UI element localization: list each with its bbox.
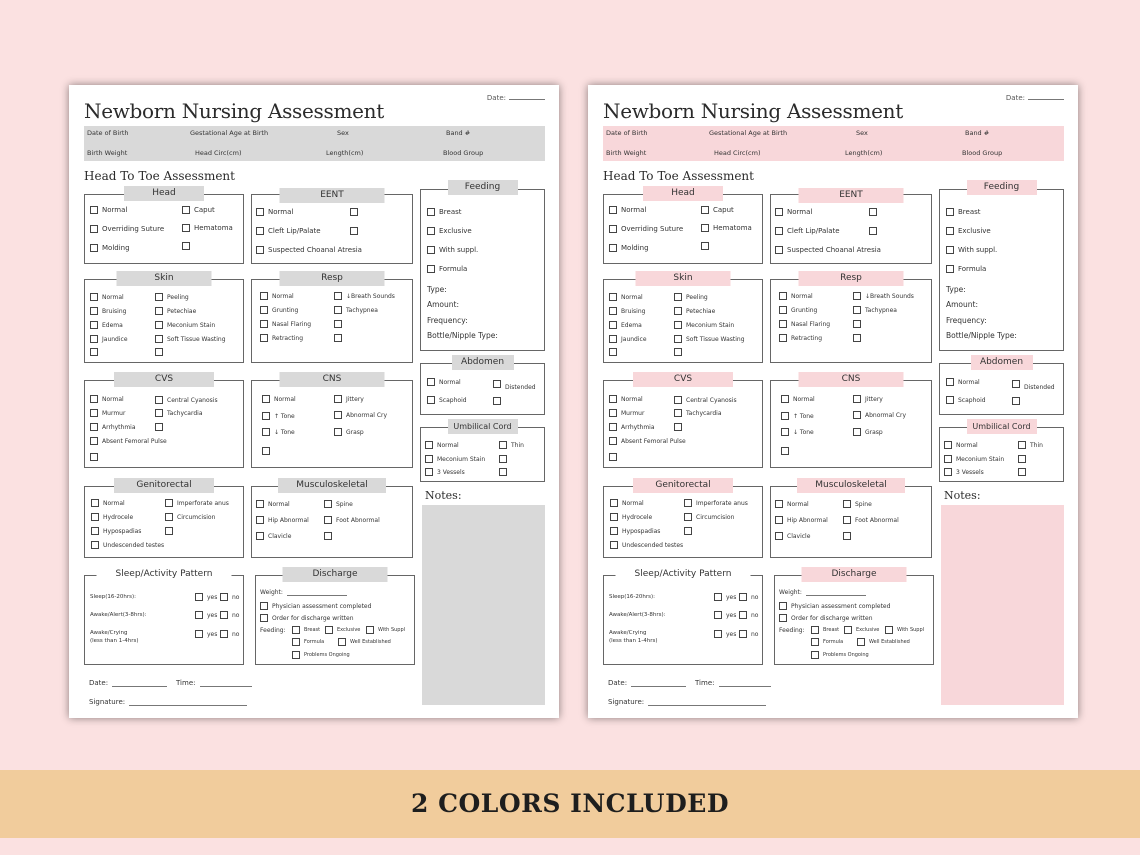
checkbox-exclusive[interactable]: Exclusive [325,626,360,634]
checkbox-molding[interactable]: Molding [609,244,649,252]
checkbox-imperforate-anus[interactable]: Imperforate anus [684,499,748,507]
notes-title: Notes: [425,489,462,502]
checkbox-bruising[interactable]: Bruising [609,307,645,315]
checkbox-well-established[interactable]: Well Established [857,638,910,646]
checkbox-blank[interactable] [262,447,274,455]
checkbox-caput[interactable]: Caput [701,206,734,214]
checkbox-blank[interactable] [334,334,346,342]
checkbox-with-suppl[interactable]: With suppl. [946,246,997,254]
checkbox-blank[interactable] [334,320,346,328]
weight-field[interactable]: Weight: [260,589,347,596]
checkbox-blank[interactable] [609,453,621,461]
discharge-feeding-label: Feeding: [779,627,805,634]
form-title: Newborn Nursing Assessment [603,99,903,123]
checkbox-discharge-order[interactable]: Order for discharge written [260,614,354,622]
band-label: Band # [965,129,990,137]
checkbox-arrhythmia[interactable]: Arrhythmia [90,423,136,431]
checkbox-blank[interactable] [869,208,881,216]
checkbox-jaundice[interactable]: Jaundice [90,335,128,343]
checkbox-edema[interactable]: Edema [90,321,123,329]
discharge-title: Discharge [802,567,907,582]
checkbox-blank[interactable] [674,423,686,431]
checkbox-normal[interactable]: Normal [775,208,812,216]
checkbox-blank[interactable] [90,348,102,356]
checkbox-thin[interactable]: Thin [499,441,524,449]
sex-label: Sex [856,129,868,137]
checkbox-molding[interactable]: Molding [90,244,130,252]
blood-group-label: Blood Group [443,149,484,157]
blood-group-label: Blood Group [962,149,1003,157]
bottle-nipple-label: Bottle/Nipple Type: [946,331,1017,340]
checkbox-peeling[interactable]: Peeling [155,293,189,301]
checkbox-blank[interactable] [499,455,511,463]
discharge-box [255,569,415,665]
top-date-field[interactable] [487,94,545,102]
awake-crying-sub-label: (less than 1-4hrs) [609,638,658,644]
checkbox-yes[interactable]: yes [195,593,217,601]
head-box [603,188,763,264]
checkbox-with-suppl[interactable]: With suppl. [427,246,478,254]
checkbox-bruising[interactable]: Bruising [90,307,126,315]
form-title: Newborn Nursing Assessment [84,99,384,123]
checkbox-hypospadias[interactable]: Hypospadias [91,527,141,535]
checkbox-clavicle[interactable]: Clavicle [256,532,291,540]
section-title: Head To Toe Assessment [84,169,235,183]
checkbox-blank[interactable] [869,227,881,235]
sleep-label: Sleep(16-20hrs): [609,594,656,600]
musculoskeletal-box [770,480,932,558]
top-date-field[interactable] [1006,94,1064,102]
checkbox-petechiae[interactable]: Petechiae [155,307,196,315]
sleep-label: Sleep(16-20hrs): [90,594,137,600]
checkbox-meconium-stain[interactable]: Meconium Stain [944,455,1004,463]
checkbox-peeling[interactable]: Peeling [674,293,708,301]
checkbox-no[interactable]: no [220,630,239,638]
checkbox-distended[interactable]: Distended [1012,377,1055,391]
checkbox-no[interactable]: no [220,593,239,601]
checkbox-no[interactable]: no [739,611,758,619]
checkbox-central-cyanosis[interactable]: Central Cyanosis [155,396,218,404]
checkbox-blank[interactable] [684,527,696,535]
cns-title: CNS [280,372,385,387]
awake-crying-label: Awake/Crying [90,630,128,636]
checkbox-tone-down[interactable]: ↓ Tone [781,428,814,436]
checkbox-tone-up[interactable]: ↑ Tone [262,412,295,420]
checkbox-meconium-stain[interactable]: Meconium Stain [425,455,485,463]
cvs-box [84,374,244,468]
checkbox-formula[interactable]: Formula [427,265,467,273]
checkbox-blank[interactable] [90,453,102,461]
checkbox-undescended-testes[interactable]: Undescended testes [610,541,683,549]
frequency-label: Frequency: [946,316,987,325]
head-circ-label: Head Circ(cm) [195,149,242,157]
checkbox-yes[interactable]: yes [714,593,736,601]
checkbox-blank[interactable] [853,320,865,328]
checkbox-blank[interactable] [701,242,713,250]
checkbox-retracting[interactable]: Retracting [779,334,822,342]
checkbox-choanal-atresia[interactable]: Suspected Choanal Atresia [775,246,881,254]
checkbox-jittery[interactable]: Jittery [334,395,364,403]
eent-box [770,190,932,264]
eent-box [251,190,413,264]
genitorectal-title: Genitorectal [633,478,733,493]
checkbox-formula[interactable]: Formula [811,638,843,646]
amount-label: Amount: [946,300,978,309]
checkbox-retracting[interactable]: Retracting [260,334,303,342]
genitorectal-box [603,480,763,558]
checkbox-normal[interactable]: Normal [946,378,980,386]
checkbox-hypospadias[interactable]: Hypospadias [610,527,660,535]
checkbox-normal[interactable]: Normal [944,441,978,449]
resp-box [251,273,413,363]
abdomen-title: Abdomen [452,355,514,370]
checkbox-normal[interactable]: Normal [610,499,644,507]
checkbox-grunting[interactable]: Grunting [779,306,817,314]
checkbox-blank[interactable] [493,397,505,405]
umbilical-cord-box [420,422,545,482]
resp-title: Resp [799,271,904,286]
checkbox-formula[interactable]: Formula [292,638,324,646]
checkbox-petechiae[interactable]: Petechiae [674,307,715,315]
feeding-box [939,182,1064,351]
discharge-feeding-label: Feeding: [260,627,286,634]
date-label: Date: [1005,94,1025,102]
checkbox-blank[interactable] [1012,397,1024,405]
head-circ-label: Head Circ(cm) [714,149,761,157]
checkbox-hematoma[interactable]: Hematoma [182,224,233,232]
cns-title: CNS [799,372,904,387]
head-title: Head [124,186,204,201]
checkbox-thin[interactable]: Thin [1018,441,1043,449]
gestational-age-label: Gestational Age at Birth [709,129,788,137]
skin-title: Skin [636,271,731,286]
checkbox-undescended-testes[interactable]: Undescended testes [91,541,164,549]
checkbox-blank[interactable] [182,242,194,250]
checkbox-cleft-lip-palate[interactable]: Cleft Lip/Palate [775,227,840,235]
dob-label: Date of Birth [606,129,648,137]
checkbox-grunting[interactable]: Grunting [260,306,298,314]
skin-title: Skin [117,271,212,286]
checkbox-tone-up[interactable]: ↑ Tone [781,412,814,420]
checkbox-meconium-stain[interactable]: Meconium Stain [674,321,734,329]
checkbox-blank[interactable] [350,208,362,216]
checkbox-clavicle[interactable]: Clavicle [775,532,810,540]
head-title: Head [643,186,723,201]
abdomen-box [939,357,1064,415]
checkbox-no[interactable]: no [739,593,758,601]
checkbox-formula[interactable]: Formula [946,265,986,273]
checkbox-normal[interactable]: Normal [260,292,294,300]
checkbox-physician-assessment[interactable]: Physician assessment completed [779,602,890,610]
umbilical-title: Umbilical Cord [967,419,1037,434]
date-label: Date: [486,94,506,102]
type-label: Type: [946,285,966,294]
checkbox-breast[interactable]: Breast [292,626,320,634]
checkbox-murmur[interactable]: Murmur [609,409,644,417]
patient-info-bar [84,126,545,161]
checkbox-breast[interactable]: Breast [946,208,981,216]
checkbox-blank[interactable] [350,227,362,235]
checkbox-hip-abnormal[interactable]: Hip Abnormal [775,516,828,524]
sleep-activity-box [84,569,244,665]
checkbox-choanal-atresia[interactable]: Suspected Choanal Atresia [256,246,362,254]
checkbox-yes[interactable]: yes [714,630,736,638]
checkbox-yes[interactable]: yes [195,630,217,638]
checkbox-tachypnea[interactable]: Tachypnea [853,306,897,314]
patient-info-bar [603,126,1064,161]
checkbox-overriding-suture[interactable]: Overriding Suture [609,225,683,233]
checkbox-3-vessels[interactable]: 3 Vessels [944,468,984,476]
checkbox-soft-tissue[interactable]: Soft Tissue Wasting [674,335,745,343]
resp-box [770,273,932,363]
checkbox-normal[interactable]: Normal [609,293,643,301]
checkbox-normal[interactable]: Normal [779,292,813,300]
sleep-activity-box [603,569,763,665]
checkbox-blank[interactable] [155,423,167,431]
frequency-label: Frequency: [427,316,468,325]
checkbox-edema[interactable]: Edema [609,321,642,329]
checkbox-jittery[interactable]: Jittery [853,395,883,403]
checkbox-problems-ongoing[interactable]: Problems Ongoing [811,651,869,659]
checkbox-meconium-stain[interactable]: Meconium Stain [155,321,215,329]
footer-date-field[interactable]: Date: [89,679,167,687]
band-label: Band # [446,129,471,137]
checkbox-tachypnea[interactable]: Tachypnea [334,306,378,314]
checkbox-nasal-flaring[interactable]: Nasal Flaring [779,320,830,328]
checkbox-exclusive[interactable]: Exclusive [427,227,472,235]
checkbox-normal[interactable]: Normal [781,395,815,403]
footer-signature-field[interactable]: Signature: [608,698,766,706]
checkbox-breast[interactable]: Breast [427,208,462,216]
section-title: Head To Toe Assessment [603,169,754,183]
checkbox-blank[interactable] [165,527,177,535]
discharge-title: Discharge [283,567,388,582]
length-label: Length(cm) [326,149,364,157]
genitorectal-title: Genitorectal [114,478,214,493]
discharge-box [774,569,934,665]
notes-area[interactable] [422,505,545,705]
checkbox-breath-sounds[interactable]: ↓Breath Sounds [853,292,914,300]
musculoskeletal-title: Musculoskeletal [797,478,905,493]
checkbox-problems-ongoing[interactable]: Problems Ongoing [292,651,350,659]
awake-crying-sub-label: (less than 1-4hrs) [90,638,139,644]
checkbox-hip-abnormal[interactable]: Hip Abnormal [256,516,309,524]
checkbox-normal[interactable]: Normal [425,441,459,449]
length-label: Length(cm) [845,149,883,157]
sex-label: Sex [337,129,349,137]
checkbox-caput[interactable]: Caput [182,206,215,214]
checkbox-tone-down[interactable]: ↓ Tone [262,428,295,436]
checkbox-normal[interactable]: Normal [90,395,124,403]
checkbox-normal[interactable]: Normal [427,378,461,386]
checkbox-absent-femoral-pulse[interactable]: Absent Femoral Pulse [90,437,167,445]
cns-box [251,374,413,468]
checkbox-exclusive[interactable]: Exclusive [946,227,991,235]
checkbox-hematoma[interactable]: Hematoma [701,224,752,232]
dob-label: Date of Birth [87,129,129,137]
checkbox-abnormal-cry[interactable]: Abnormal Cry [853,411,906,419]
checkbox-abnormal-cry[interactable]: Abnormal Cry [334,411,387,419]
checkbox-tachycardia[interactable]: Tachycardia [155,409,203,417]
checkbox-foot-abnormal[interactable]: Foot Abnormal [324,516,380,524]
cns-box [770,374,932,468]
umbilical-cord-box [939,422,1064,482]
checkbox-spine[interactable]: Spine [324,500,353,508]
genitorectal-box [84,480,244,558]
checkbox-normal[interactable]: Normal [609,395,643,403]
checkbox-central-cyanosis[interactable]: Central Cyanosis [674,396,737,404]
awake-alert-label: Awake/Alert(3-8hrs): [609,612,666,618]
checkbox-blank[interactable] [155,348,167,356]
gray-version-sheet [69,85,559,718]
checkbox-discharge-order[interactable]: Order for discharge written [779,614,873,622]
checkbox-scaphoid[interactable]: Scaphoid [427,396,467,404]
checkbox-jaundice[interactable]: Jaundice [609,335,647,343]
footer-time-field[interactable]: Time: [695,679,771,687]
head-box [84,188,244,264]
checkbox-well-established[interactable]: Well Established [338,638,391,646]
footer-time-field[interactable]: Time: [176,679,252,687]
cvs-title: CVS [633,372,733,387]
gestational-age-label: Gestational Age at Birth [190,129,269,137]
skin-box [603,273,763,363]
checkbox-blank[interactable] [1018,468,1030,476]
checkbox-tachycardia[interactable]: Tachycardia [674,409,722,417]
checkbox-nasal-flaring[interactable]: Nasal Flaring [260,320,311,328]
checkbox-spine[interactable]: Spine [843,500,872,508]
type-label: Type: [427,285,447,294]
checkbox-imperforate-anus[interactable]: Imperforate anus [165,499,229,507]
birth-weight-label: Birth Weight [606,149,647,157]
sleep-title: Sleep/Activity Pattern [97,567,232,582]
checkbox-no[interactable]: no [220,611,239,619]
footer-signature-field[interactable]: Signature: [89,698,247,706]
abdomen-box [420,357,545,415]
checkbox-normal[interactable]: Normal [262,395,296,403]
footer-date-field[interactable]: Date: [608,679,686,687]
checkbox-normal[interactable]: Normal [609,206,646,214]
amount-label: Amount: [427,300,459,309]
awake-alert-label: Awake/Alert(3-8hrs): [90,612,147,618]
weight-field[interactable]: Weight: [779,589,866,596]
notes-title: Notes: [944,489,981,502]
sleep-title: Sleep/Activity Pattern [616,567,751,582]
checkbox-murmur[interactable]: Murmur [90,409,125,417]
checkbox-scaphoid[interactable]: Scaphoid [946,396,986,404]
checkbox-circumcision[interactable]: Circumcision [684,513,734,521]
awake-crying-label: Awake/Crying [609,630,647,636]
feeding-title: Feeding [448,180,518,195]
checkbox-no[interactable]: no [739,630,758,638]
checkbox-blank[interactable] [1018,455,1030,463]
musculoskeletal-title: Musculoskeletal [278,478,386,493]
checkbox-breast[interactable]: Breast [811,626,839,634]
cvs-title: CVS [114,372,214,387]
colors-banner: 2 COLORS INCLUDED [0,770,1140,838]
checkbox-hydrocele[interactable]: Hydrocele [610,513,652,521]
abdomen-title: Abdomen [971,355,1033,370]
checkbox-3-vessels[interactable]: 3 Vessels [425,468,465,476]
checkbox-distended[interactable]: Distended [493,377,536,391]
checkbox-exclusive[interactable]: Exclusive [844,626,879,634]
checkbox-blank[interactable] [674,348,686,356]
eent-title: EENT [280,188,385,203]
checkbox-yes[interactable]: yes [714,611,736,619]
checkbox-hydrocele[interactable]: Hydrocele [91,513,133,521]
musculoskeletal-box [251,480,413,558]
checkbox-circumcision[interactable]: Circumcision [165,513,215,521]
feeding-box [420,182,545,351]
skin-box [84,273,244,363]
checkbox-blank[interactable] [843,532,855,540]
feeding-title: Feeding [967,180,1037,195]
bottle-nipple-label: Bottle/Nipple Type: [427,331,498,340]
checkbox-normal[interactable]: Normal [256,208,293,216]
birth-weight-label: Birth Weight [87,149,128,157]
checkbox-foot-abnormal[interactable]: Foot Abnormal [843,516,899,524]
checkbox-breath-sounds[interactable]: ↓Breath Sounds [334,292,395,300]
checkbox-cleft-lip-palate[interactable]: Cleft Lip/Palate [256,227,321,235]
checkbox-blank[interactable] [499,468,511,476]
checkbox-soft-tissue[interactable]: Soft Tissue Wasting [155,335,226,343]
cvs-box [603,374,763,468]
checkbox-normal[interactable]: Normal [91,499,125,507]
checkbox-blank[interactable] [853,334,865,342]
checkbox-grasp[interactable]: Grasp [334,428,364,436]
checkbox-physician-assessment[interactable]: Physician assessment completed [260,602,371,610]
eent-title: EENT [799,188,904,203]
checkbox-blank[interactable] [781,447,793,455]
checkbox-normal[interactable]: Normal [90,293,124,301]
checkbox-normal[interactable]: Normal [256,500,290,508]
checkbox-normal[interactable]: Normal [775,500,809,508]
checkbox-grasp[interactable]: Grasp [853,428,883,436]
pink-version-sheet [588,85,1078,718]
checkbox-absent-femoral-pulse[interactable]: Absent Femoral Pulse [609,437,686,445]
resp-title: Resp [280,271,385,286]
checkbox-normal[interactable]: Normal [90,206,127,214]
checkbox-arrhythmia[interactable]: Arrhythmia [609,423,655,431]
checkbox-with-suppl[interactable]: With Suppl [366,626,405,634]
checkbox-with-suppl[interactable]: With Suppl [885,626,924,634]
checkbox-overriding-suture[interactable]: Overriding Suture [90,225,164,233]
checkbox-blank[interactable] [324,532,336,540]
notes-area[interactable] [941,505,1064,705]
checkbox-blank[interactable] [609,348,621,356]
checkbox-yes[interactable]: yes [195,611,217,619]
umbilical-title: Umbilical Cord [448,419,518,434]
